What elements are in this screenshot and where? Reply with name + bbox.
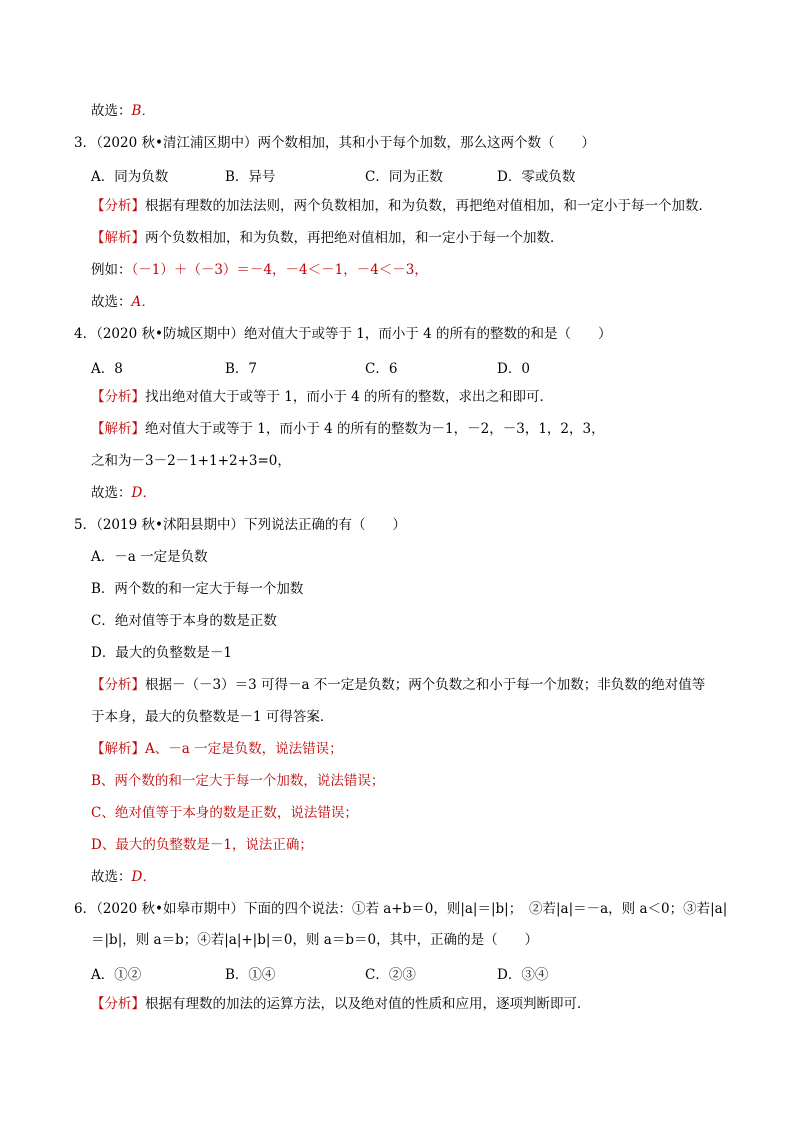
question-6-stem-line-2: ＝|b|，则 a＝b；④若|a|+|b|＝0，则 a＝b＝0，其中，正确的是（ ）	[91, 932, 539, 948]
question-6-number: 6．	[74, 901, 97, 917]
q3-option-a: A．同为负数	[91, 169, 169, 185]
q5-analysis-line-2: 于本身，最大的负整数是－1 可得答案．	[91, 709, 334, 725]
q5-option-d: D．最大的负整数是－1	[91, 645, 232, 661]
analysis-tag: 【分析】	[91, 389, 145, 405]
q5-answer: D．	[131, 869, 156, 885]
question-5-stem: 5．（2019 秋•沭阳县期中）下列说法正确的有（ ）	[74, 517, 406, 533]
question-3-stem: 3．（2020 秋•清江浦区期中）两个数相加，其和小于每个加数，那么这两个数（ ）	[74, 135, 595, 151]
q6-option-b: B．①④	[225, 967, 276, 983]
q5-solution-d: D、最大的负整数是－1，说法正确；	[91, 837, 313, 853]
q4-option-a: A．8	[91, 361, 123, 377]
q5-option-b: B．两个数的和一定大于每一个加数	[91, 581, 304, 597]
solution-tag: 【解析】	[91, 421, 145, 437]
q4-answer: D．	[131, 485, 156, 501]
q3-option-b: B．异号	[225, 169, 276, 185]
q4-solution: 【解析】绝对值大于或等于 1，而小于 4 的所有的整数为－1，－2，－3，1，2，3，	[91, 421, 605, 437]
question-4-stem: 4．（2020 秋•防城区期中）绝对值大于或等于 1，而小于 4 的所有的整数的和是（ ）	[74, 326, 612, 342]
previous-answer-line: 故选：B．	[91, 103, 155, 119]
q5-option-c: C．绝对值等于本身的数是正数	[91, 613, 277, 629]
q6-option-a: A．①②	[91, 967, 142, 983]
q3-example: 例如：（－1）＋（－3）＝－4，－4＜－1，－4＜－3，	[91, 262, 428, 278]
question-6-stem-line-1: 6．（2020 秋•如皋市期中）下面的四个说法：①若 a+b＝0，则|a|＝|b|； ②若|a|＝－a，则 a＜0；③若|a|	[74, 901, 728, 917]
q5-analysis-line-1: 【分析】根据－（－3）＝3 可得－a 不一定是负数；两个负数之和小于每一个加数；非负数的绝对值等	[91, 677, 706, 693]
q4-answer-line: 故选：D．	[91, 485, 156, 501]
q3-answer: A．	[131, 294, 155, 310]
previous-answer: B．	[131, 103, 155, 119]
question-4-number: 4．	[74, 326, 97, 342]
q5-solution-c: C、绝对值等于本身的数是正数，说法错误；	[91, 805, 358, 821]
solution-tag: 【解析】	[91, 741, 145, 757]
q5-option-a: A．－a 一定是负数	[91, 549, 208, 565]
q4-option-b: B．7	[225, 361, 258, 377]
analysis-tag: 【分析】	[91, 996, 145, 1012]
q5-answer-line: 故选：D．	[91, 869, 156, 885]
analysis-tag: 【分析】	[91, 677, 145, 693]
q3-option-c: C．同为正数	[365, 169, 443, 185]
q4-option-c: C．6	[365, 361, 398, 377]
q4-sum-line: 之和为－3－2－1+1+2+3=0，	[91, 453, 291, 469]
q4-analysis: 【分析】找出绝对值大于或等于 1，而小于 4 的所有的整数，求出之和即可．	[91, 389, 554, 405]
q3-option-d: D．零或负数	[497, 169, 576, 185]
q3-analysis: 【分析】根据有理数的加法法则，两个负数相加，和为负数，再把绝对值相加，和一定小于每一个加数．	[91, 198, 712, 214]
q5-solution-b: B、两个数的和一定大于每一个加数，说法错误；	[91, 773, 385, 789]
q3-solution: 【解析】两个负数相加，和为负数，再把绝对值相加，和一定小于每一个加数．	[91, 230, 564, 246]
question-3-number: 3．	[74, 135, 97, 151]
q4-option-d: D．0	[497, 361, 530, 377]
question-5-number: 5．	[74, 517, 97, 533]
analysis-tag: 【分析】	[91, 198, 145, 214]
q3-answer-line: 故选：A．	[91, 294, 155, 310]
q6-option-d: D．③④	[497, 967, 549, 983]
q5-solution-a: 【解析】A、－a 一定是负数，说法错误；	[91, 741, 343, 757]
q6-analysis: 【分析】根据有理数的加法的运算方法，以及绝对值的性质和应用，逐项判断即可．	[91, 996, 591, 1012]
q6-option-c: C．②③	[365, 967, 416, 983]
solution-tag: 【解析】	[91, 230, 145, 246]
